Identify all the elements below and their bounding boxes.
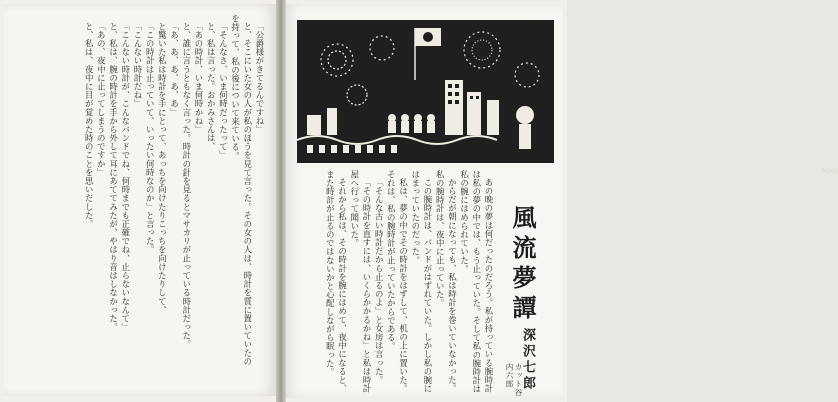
illustration-credit: カット谷内六郎 [505, 363, 523, 397]
paragraph: 「この時計は止っていて、いったい何時なのか」と言った。 [145, 22, 156, 255]
paragraph: 「そんな古い時計だから止るのよ」と女房は言った。 [374, 178, 385, 385]
paragraph: と、そこにいた女の人が私のほうを見て言った。その女の人は、時計を質に置いていたのを持って、私の後について来ている。 [230, 14, 253, 366]
left-page-body [14, 14, 266, 374]
paragraph: と、誰に言うともなく言った。時計の針を見るとマサカリが止っている時計だった。 [181, 22, 192, 349]
paragraph: 「公爵様がきてるんですね」 [255, 22, 265, 135]
paragraph: 「その時計を直すには、いくらかかるかね」と私は時計屋へ行って聞いた。 [349, 170, 372, 394]
paragraph: 「あの時計、いま何時かね」 [193, 22, 204, 135]
illustration-signature: ROKU [821, 168, 838, 175]
paragraph: 「そんなさ、いま何時だったって」 [218, 22, 229, 160]
paragraph: 「こんない時計だね」 [132, 22, 143, 109]
paragraph: 「あの、夜中に止ってしまうのですか」 [96, 22, 107, 178]
page-gutter [276, 0, 286, 402]
paragraph: この腕時計は、バンドがはずれていた。しかし私の腕にはまっていたのだった。 [410, 170, 433, 394]
paragraph: 「あ、あ、あ、あ、あ」 [169, 22, 180, 117]
paragraph: と驚いた私は時計を手にとって、あっちを向けたりこっちを向けたりして、 [157, 22, 168, 315]
right-page-body [290, 170, 495, 395]
paragraph: あの晩の夢は何だったのだろう。私が持っている腕時計は私の夢の中では、もう止っていた。そして私の腕時計は私の腕にはめられていた。 [459, 170, 494, 394]
paragraph: 私は、夢の中でその時計をはずして、机の上に置いた。それは、私の腕時計が止っていたからである。 [386, 170, 409, 394]
paragraph: からだが朝になっても、私は時計を巻いていなかった。私の腕時計は、夜中に止っていた。 [435, 170, 458, 394]
paragraph: と、私は、夜中に目が覚めた時のことを思いだした。 [84, 22, 95, 229]
paragraph: 「こんない時計が、こんなバンドでね、何時までも正確でね、止らないなんて」 [120, 22, 131, 332]
paragraph: と、私は、腕の時計を手から外して耳にあててみたが、やはり音はしなかった。 [108, 22, 119, 332]
fireworks-illustration [297, 20, 554, 163]
paragraph: と、私は言った。おかみさんは、 [206, 22, 217, 152]
author-name: 深沢七郎 [520, 328, 535, 392]
story-title: 風流夢譚 [508, 205, 537, 325]
story-illustration [297, 20, 838, 175]
paragraph: それから私は、その時計を腕にはめて、夜中になると、また時計が止るのではないかと心配しながら眠った。 [325, 170, 348, 394]
